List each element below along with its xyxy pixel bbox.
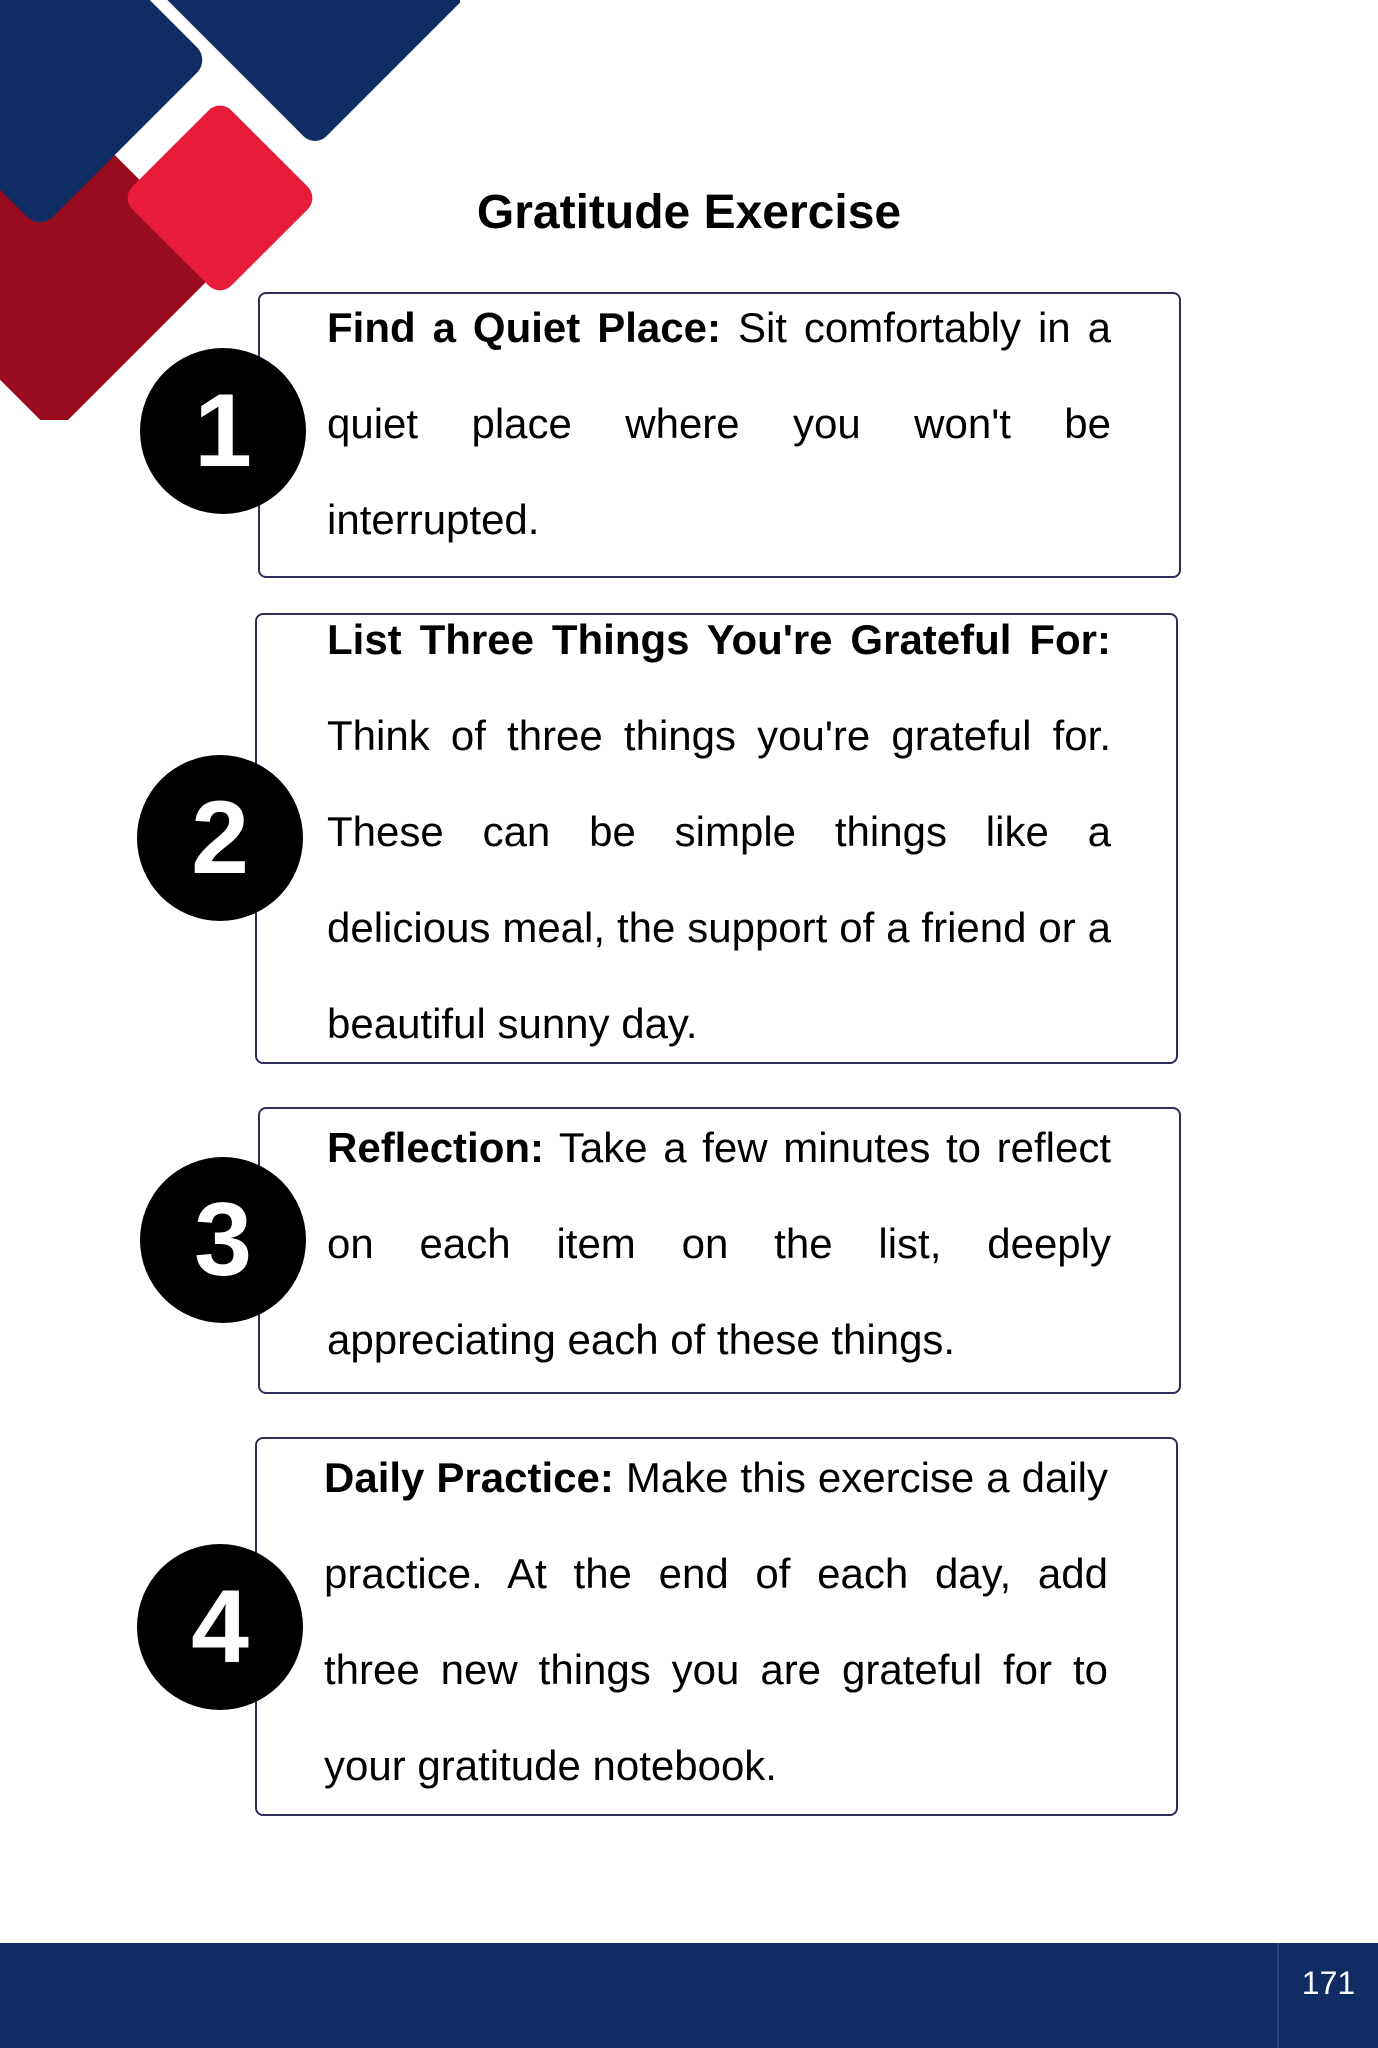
- step-2-body: Think of three things you're grateful for. These can be simple things like a delicious meal, the support of a friend or a beautiful sunny day.: [327, 712, 1111, 1047]
- page-number-text: 171: [1301, 1964, 1356, 2001]
- step-1-number-badge: [140, 348, 306, 514]
- step-3-number-badge: [140, 1157, 306, 1323]
- step-1-text: [327, 280, 1111, 568]
- step-4-number: 4: [191, 1569, 249, 1685]
- page-title: [0, 185, 1378, 240]
- step-1-number: 1: [194, 373, 252, 489]
- step-4-number-badge: [137, 1544, 303, 1710]
- step-1-body: Sit comfortably in a quiet place where you won't be interrupted.: [327, 304, 1111, 543]
- step-2-text: [327, 592, 1111, 1072]
- step-4-text: [324, 1430, 1108, 1814]
- page-title-text: Gratitude Exercise: [476, 186, 902, 239]
- step-2-number: 2: [191, 780, 249, 896]
- page-number: [1279, 1943, 1378, 2023]
- step-1-heading: Find a Quiet Place:: [327, 304, 721, 351]
- step-3-number: 3: [194, 1182, 252, 1298]
- footer-bar: [0, 1943, 1378, 2048]
- step-4-body: Make this exercise a daily practice. At the end of each day, add three new things you are grateful for to your gratitude notebook.: [324, 1454, 1108, 1789]
- step-3-text: [327, 1100, 1111, 1388]
- step-2-heading: List Three Things You're Grateful For:: [327, 616, 1111, 663]
- step-3-body: Take a few minutes to reflect on each item on the list, deeply appreciating each of these things.: [327, 1124, 1111, 1363]
- step-3-heading: Reflection:: [327, 1124, 545, 1171]
- step-4-heading: Daily Practice:: [324, 1454, 614, 1501]
- step-2-number-badge: [137, 755, 303, 921]
